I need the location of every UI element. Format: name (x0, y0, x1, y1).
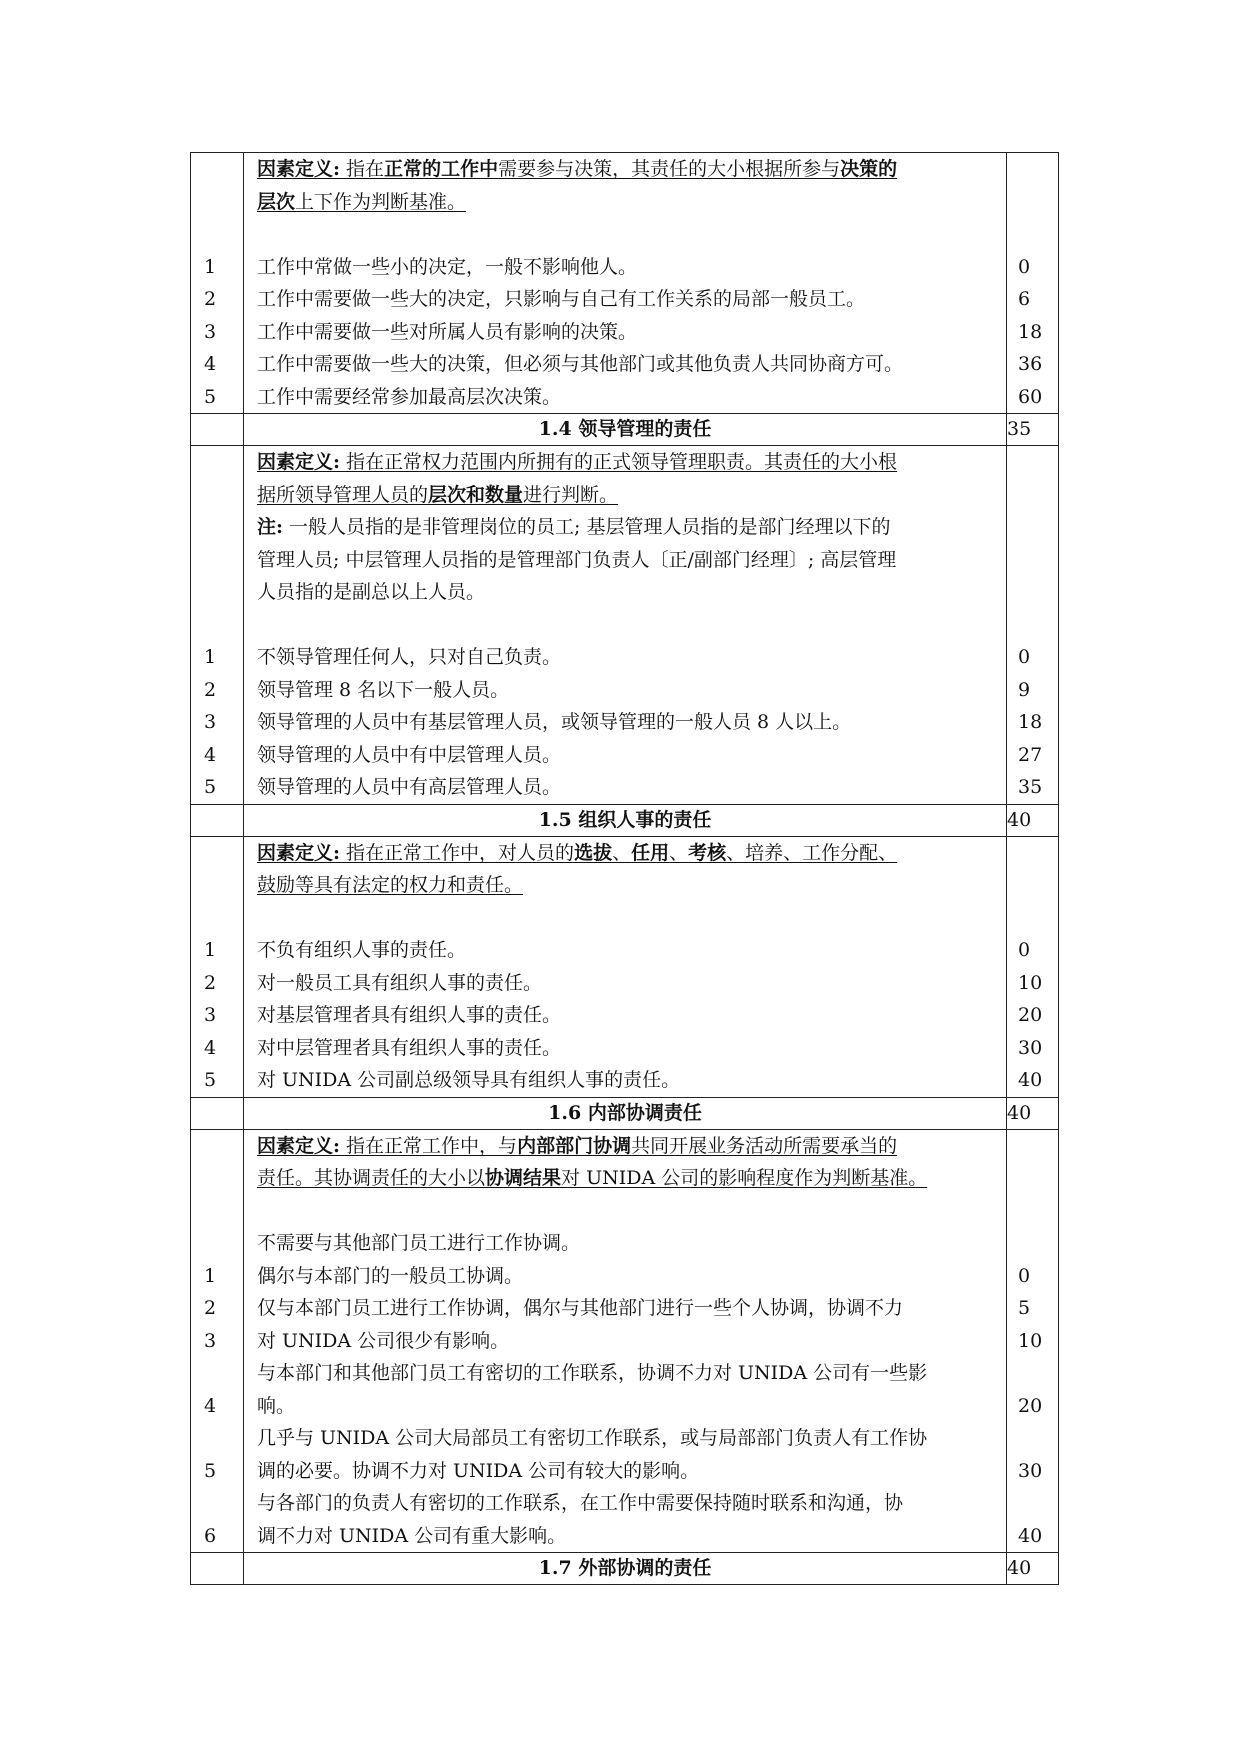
note: 注: 一般人员指的是非管理岗位的员工; 基层管理人员指的是部门经理以下的 (257, 516, 891, 538)
score-column (1007, 1129, 1059, 1553)
level-number: 2 (204, 971, 217, 994)
level-score (1007, 1227, 1058, 1260)
level-score: 18 (1018, 320, 1043, 343)
level-score: 18 (1018, 711, 1043, 733)
level-description: 对基层管理者具有组织人事的责任。 (257, 1004, 562, 1026)
score-column (1007, 153, 1059, 414)
level-description: 调的必要。协调不力对 UNIDA 公司有较大的影响。 (257, 1459, 700, 1482)
level-score: 10 (1018, 1329, 1043, 1352)
job-evaluation-table (190, 152, 1059, 1585)
level-description: 与各部门的负责人有密切的工作联系，在工作中需要保持随时联系和沟通，协 (257, 1492, 904, 1514)
level-number: 4 (204, 1036, 217, 1059)
level-description: 工作中需要做一些大的决定，只影响与自己有工作关系的局部一般员工。 (257, 288, 866, 310)
level-score: 9 (1018, 678, 1031, 701)
level-number: 3 (204, 320, 217, 343)
level-description: 对 UNIDA 公司很少有影响。 (257, 1329, 510, 1352)
level-number (191, 1357, 243, 1390)
level-number: 3 (204, 1004, 217, 1026)
level-number: 3 (204, 1329, 217, 1352)
level-number: 2 (204, 288, 217, 310)
level-score: 40 (1018, 1069, 1043, 1091)
level-score (1007, 1422, 1058, 1455)
level-score: 36 (1018, 353, 1043, 375)
section-title: 1.7 外部协调的责任 (244, 1553, 1007, 1585)
level-description: 对中层管理者具有组织人事的责任。 (257, 1036, 562, 1059)
level-description: 工作中需要经常参加最高层次决策。 (257, 385, 562, 408)
level-score: 30 (1018, 1459, 1043, 1482)
section-header-row (191, 1097, 1059, 1129)
level-score: 10 (1018, 971, 1043, 994)
level-score (1007, 1487, 1058, 1520)
level-number: 4 (204, 743, 217, 766)
description-column (244, 836, 1007, 1097)
section-title: 1.6 内部协调责任 (244, 1097, 1007, 1129)
level-description: 领导管理的人员中有中层管理人员。 (257, 743, 562, 766)
level-score: 20 (1018, 1394, 1043, 1417)
level-description: 领导管理的人员中有基层管理人员，或领导管理的一般人员 8 人以上。 (257, 711, 852, 733)
level-number: 5 (204, 1459, 217, 1482)
level-score: 30 (1018, 1036, 1043, 1059)
level-number: 4 (204, 1394, 217, 1417)
note: 人员指的是副总以上人员。 (257, 581, 486, 603)
level-score: 0 (1018, 1264, 1031, 1287)
leadership-block (191, 446, 1059, 805)
level-number: 1 (204, 646, 217, 668)
level-number: 6 (204, 1524, 217, 1547)
level-score (1007, 1357, 1058, 1390)
level-number: 1 (204, 255, 217, 278)
level-number (191, 1487, 243, 1520)
level-description: 不领导管理任何人，只对自己负责。 (257, 646, 562, 668)
level-description: 领导管理的人员中有高层管理人员。 (257, 776, 562, 798)
description-column (244, 153, 1007, 414)
level-score: 60 (1018, 385, 1043, 408)
level-description: 工作中需要做一些大的决策，但必须与其他部门或其他负责人共同协商方可。 (257, 353, 904, 375)
factor-definition: 因素定义: 指在正常工作中，对人员的选拔、任用、考核、培养、工作分配、 (257, 841, 898, 864)
level-number (191, 1422, 243, 1455)
description-column (244, 1129, 1007, 1553)
level-number: 4 (204, 353, 217, 375)
section-header-row (191, 804, 1059, 836)
level-number: 3 (204, 711, 217, 733)
level-number: 1 (204, 1264, 217, 1287)
section-score: 35 (1007, 414, 1059, 446)
factor-definition: 因素定义: 指在正常的工作中需要参与决策，其责任的大小根据所参与决策的 (257, 158, 898, 180)
level-number: 1 (204, 939, 217, 961)
level-description: 偶尔与本部门的一般员工协调。 (257, 1264, 524, 1287)
level-score: 0 (1018, 939, 1031, 961)
score-column (1007, 836, 1059, 1097)
factor-definition: 责任。其协调责任的大小以协调结果对 UNIDA 公司的影响程度作为判断基准。 (257, 1167, 928, 1189)
level-description: 工作中需要做一些对所属人员有影响的决策。 (257, 320, 638, 343)
factor-definition: 因素定义: 指在正常工作中，与内部部门协调共同开展业务活动所需要承当的 (257, 1134, 898, 1157)
level-description: 对一般员工具有组织人事的责任。 (257, 971, 543, 994)
section-title: 1.4 领导管理的责任 (244, 414, 1007, 446)
personnel-block (191, 836, 1059, 1097)
level-number: 2 (204, 1297, 217, 1319)
decision-block (191, 153, 1059, 414)
level-column (191, 446, 244, 805)
description-column (244, 446, 1007, 805)
note: 管理人员; 中层管理人员指的是管理部门负责人〔正/副部门经理〕; 高层管理 (257, 548, 897, 571)
level-column (191, 153, 244, 414)
section-header-row (191, 414, 1059, 446)
level-description: 领导管理 8 名以下一般人员。 (257, 678, 510, 701)
level-score: 5 (1018, 1297, 1031, 1319)
section-score: 40 (1007, 1097, 1059, 1129)
factor-definition: 层次上下作为判断基准。 (257, 190, 467, 213)
level-score: 27 (1018, 743, 1043, 766)
level-description: 仅与本部门员工进行工作协调，偶尔与其他部门进行一些个人协调，协调不力 (257, 1297, 904, 1319)
factor-definition: 鼓励等具有法定的权力和责任。 (257, 874, 524, 896)
section-score: 40 (1007, 804, 1059, 836)
level-description: 响。 (257, 1394, 296, 1417)
level-number: 5 (204, 385, 217, 408)
level-description: 不负有组织人事的责任。 (257, 939, 467, 961)
score-column (1007, 446, 1059, 805)
level-score: 40 (1018, 1524, 1043, 1547)
level-description: 工作中常做一些小的决定，一般不影响他人。 (257, 255, 638, 278)
level-description: 不需要与其他部门员工进行工作协调。 (257, 1232, 581, 1254)
section-title: 1.5 组织人事的责任 (244, 804, 1007, 836)
level-score: 0 (1018, 646, 1031, 668)
level-score: 20 (1018, 1004, 1043, 1026)
level-description: 调不力对 UNIDA 公司有重大影响。 (257, 1524, 567, 1547)
level-number (191, 1227, 243, 1260)
level-score: 0 (1018, 255, 1031, 278)
section-header-row (191, 1553, 1059, 1585)
level-description: 与本部门和其他部门员工有密切的工作联系，协调不力对 UNIDA 公司有一些影 (257, 1362, 928, 1384)
factor-definition: 据所领导管理人员的层次和数量进行判断。 (257, 483, 619, 506)
level-description: 对 UNIDA 公司副总级领导具有组织人事的责任。 (257, 1069, 681, 1091)
level-column (191, 836, 244, 1097)
level-column (191, 1129, 244, 1553)
level-number: 5 (204, 1069, 217, 1091)
level-number: 2 (204, 678, 217, 701)
level-score: 6 (1018, 288, 1031, 310)
level-score: 35 (1018, 776, 1043, 798)
internal-coordination-block (191, 1129, 1059, 1553)
section-score: 40 (1007, 1553, 1059, 1585)
level-description: 几乎与 UNIDA 公司大局部员工有密切工作联系，或与局部部门负责人有工作协 (257, 1427, 928, 1449)
level-number: 5 (204, 776, 217, 798)
factor-definition: 因素定义: 指在正常权力范围内所拥有的正式领导管理职责。其责任的大小根 (257, 451, 898, 473)
